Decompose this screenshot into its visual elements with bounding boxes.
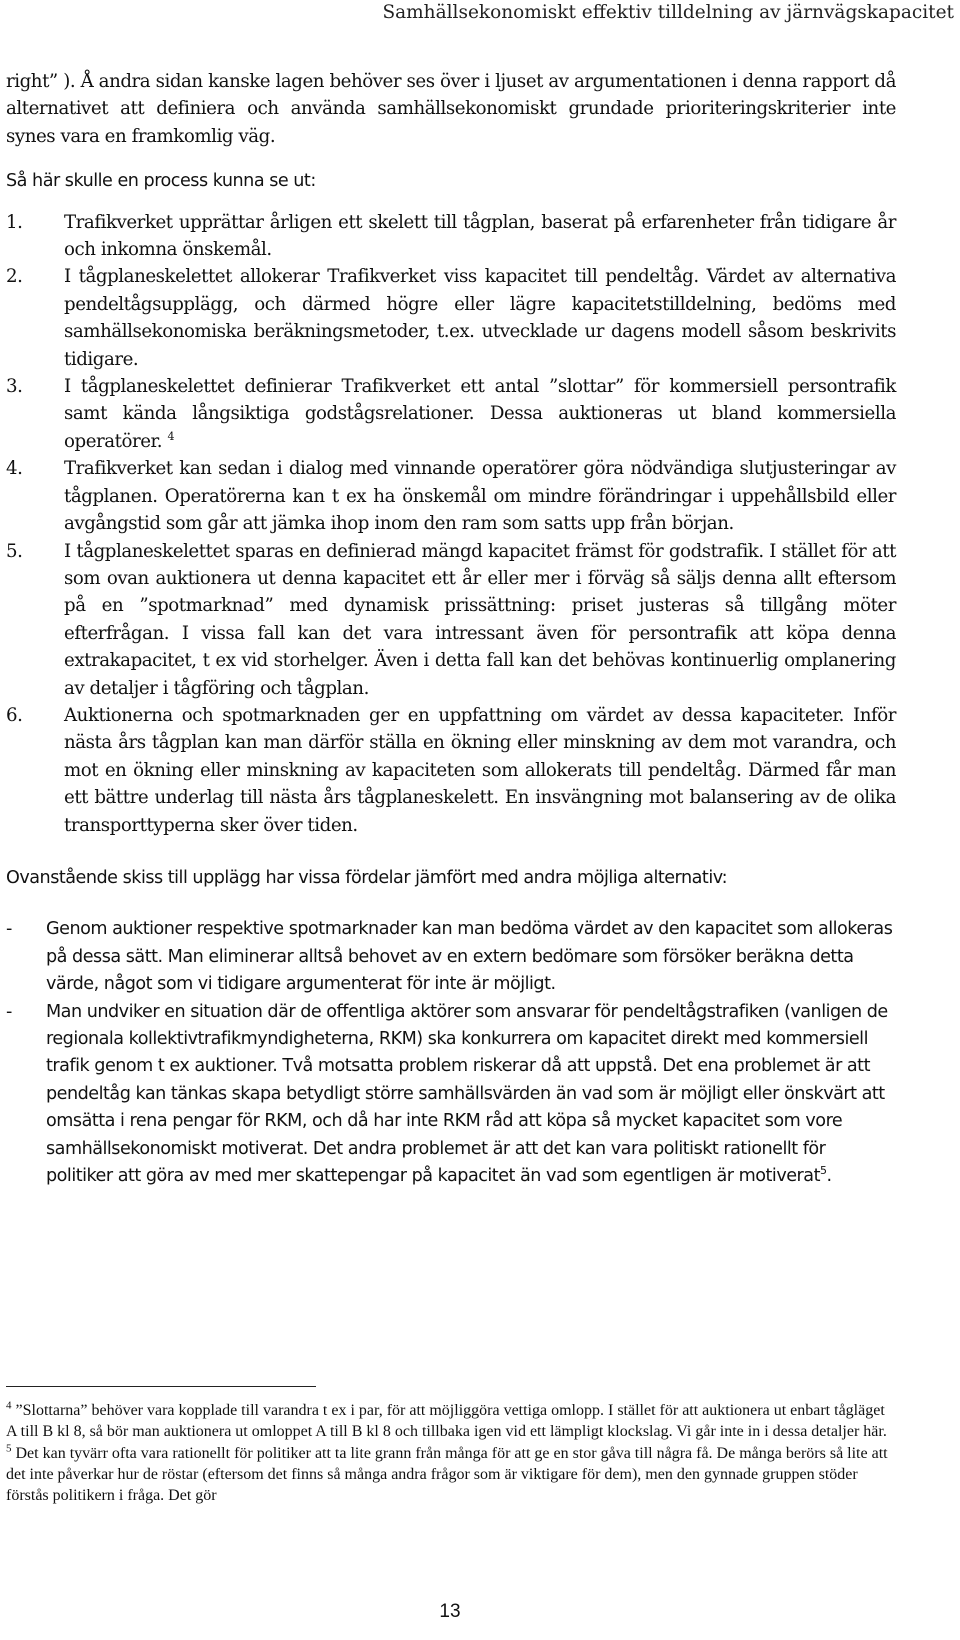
footnote-number: 5: [6, 1442, 12, 1455]
list-item-text: Trafikverket kan sedan i dialog med vinnande operatörer göra nödvändiga slutjusteringar av tågplanen. Operatörerna kan t ex ha önskemål om mindre förändringar i uppehållsbild eller avgångstid som går att jämka ihop inom den ram som satts upp från början.: [64, 458, 896, 535]
list-number: 5.: [6, 540, 23, 562]
footnote: [6, 1443, 896, 1507]
list-number: 6.: [6, 704, 23, 726]
process-intro: Så här skulle en process kunna se ut:: [6, 171, 316, 192]
footnotes: [6, 1400, 896, 1506]
list-item: [6, 373, 896, 455]
opening-paragraph: right” ). Å andra sidan kanske lagen behöver ses över i ljuset av argumentationen i denna rapport då alternativet att definiera och använda samhällsekonomiskt grundade prioriteringskriterier inte synes vara en framkomlig väg.: [6, 71, 896, 147]
page-number: 13: [439, 1601, 461, 1622]
list-item-text: Auktionerna och spotmarknaden ger en uppfattning om värdet av dessa kapaciteter. Inför nästa års tågplan kan man därför ställa en ökning eller minskning av dem mot varandra, och mot en ökning eller minskning av kapaciteten som allokerats till pendeltåg. Därmed får man ett bättre underlag till nästa års tågplaneskelett. En insvängning mot balansering av de olika transporttyperna sker över tiden.: [64, 704, 896, 836]
dash-marker: -: [6, 919, 12, 940]
list-item-text: Trafikverket upprättar årligen ett skelett till tågplan, baserat på erfarenheter från tidigare år och inkomna önskemål.: [64, 211, 896, 261]
footnote-reference[interactable]: 4: [167, 429, 175, 443]
list-item-text: I tågplaneskelettet sparas en definierad mängd kapacitet främst för godstrafik. I stället för att som ovan auktionera ut denna kapacitet ett år eller mer i förväg så säljs denna allt eftersom på en ”spotmarknad” med dynamisk prissättning: priset justeras så tillgång möter efterfrågan. I vissa fall kan det vara intressant även för persontrafik att köpa denna extrakapacitet, t ex vid storhelger. Även i detta fall kan det behövas kontinuerlig omplanering av detaljer i tågföring och tågplan.: [64, 540, 896, 699]
list-number: 4.: [6, 458, 23, 480]
list-number: 1.: [6, 211, 23, 233]
list-item: [6, 916, 896, 998]
list-item: [6, 538, 896, 702]
footnote-reference[interactable]: 5: [819, 1164, 827, 1178]
process-section: [6, 168, 896, 195]
footnote-number: 4: [6, 1399, 12, 1412]
list-item: [6, 209, 896, 264]
list-item: [6, 702, 896, 839]
list-number: 2.: [6, 266, 23, 288]
sentence-end: .: [826, 1166, 832, 1187]
list-item: [6, 455, 896, 537]
advantages-intro: Ovanstående skiss till upplägg har vissa fördelar jämfört med andra möjliga alternativ:: [6, 867, 728, 888]
running-header: Samhällsekonomiskt effektiv tilldelning av järnvägskapacitet: [382, 2, 954, 23]
footnote-text: Det kan tyvärr ofta vara rationellt för politiker att ta lite grann från många för att ge en stor gåva till några få. De många berörs så lite att det inte påverkar hur de röstar (eftersom det finns så många andra frågor som är viktigare för dem), men den gynnade gruppen stöder förstås politikern i fråga. Det gör: [6, 1444, 888, 1505]
list-item: [6, 263, 896, 373]
process-steps-list: [6, 209, 896, 839]
footnote: [6, 1400, 896, 1443]
list-item-text: Genom auktioner respektive spotmarknader kan man bedöma värdet av den kapacitet som allokeras på dessa sätt. Man eliminerar alltså behovet av en extern bedömare som försöker beräkna detta värde, något som vi tidigare argumenterat för inte är möjligt.: [46, 919, 893, 995]
list-number: 3.: [6, 376, 23, 398]
footnote-separator: [6, 1386, 316, 1387]
list-item-text: I tågplaneskelettet definierar Trafikverket ett antal ”slottar” för kommersiell persontrafik samt kända långsiktiga godstågsrelationer. Dessa auktioneras ut bland kommersiella operatörer.: [64, 376, 896, 452]
footnote-text: ”Slottarna” behöver vara kopplade till varandra t ex i par, för att möjliggöra vettiga omlopp. I stället för att auktionera ut enbart tågläget A till B kl 8, så bör man auktionera ut omloppet A till B kl 8 och tillbaka igen vid ett lämpligt klockslag. Vi går inte in i dessa detaljer här.: [6, 1402, 887, 1441]
list-item-text: Man undviker en situation där de offentliga aktörer som ansvarar för pendeltågstrafiken (vanligen de regionala kollektivtrafikmyndigheterna, RKM) ska konkurrera om kapacitet direkt med kommersiell trafik genom t ex auktioner. Två motsatta problem riskerar då att uppstå. Det ena problemet är att pendeltåg kan tänkas skapa betydligt större samhällsvärden än vad som är möjligt eller önskvärt att omsätta i rena pengar för RKM, och då har inte RKM råd att köpa så mycket kapacitet som vore samhällsekonomiskt motiverat. Det andra problemet är att det kan vara politiskt rationellt för politiker att göra av med mer skattepengar på kapacitet än vad som egentligen är motiverat: [46, 1001, 888, 1187]
body-text: [6, 68, 896, 1190]
dash-marker: -: [6, 1001, 12, 1022]
advantages-list: [6, 916, 896, 1190]
list-item-text: I tågplaneskelettet allokerar Trafikverket viss kapacitet till pendeltåg. Värdet av alternativa pendeltågsupplägg, och därmed högre eller lägre kapacitetstilldelning, bedöms med samhällsekonomiska beräkningsmetoder, t.ex. utvecklade ur dagens modell såsom beskrivits tidigare.: [64, 266, 896, 370]
advantages-section: [6, 865, 896, 1190]
list-item: [6, 999, 896, 1191]
